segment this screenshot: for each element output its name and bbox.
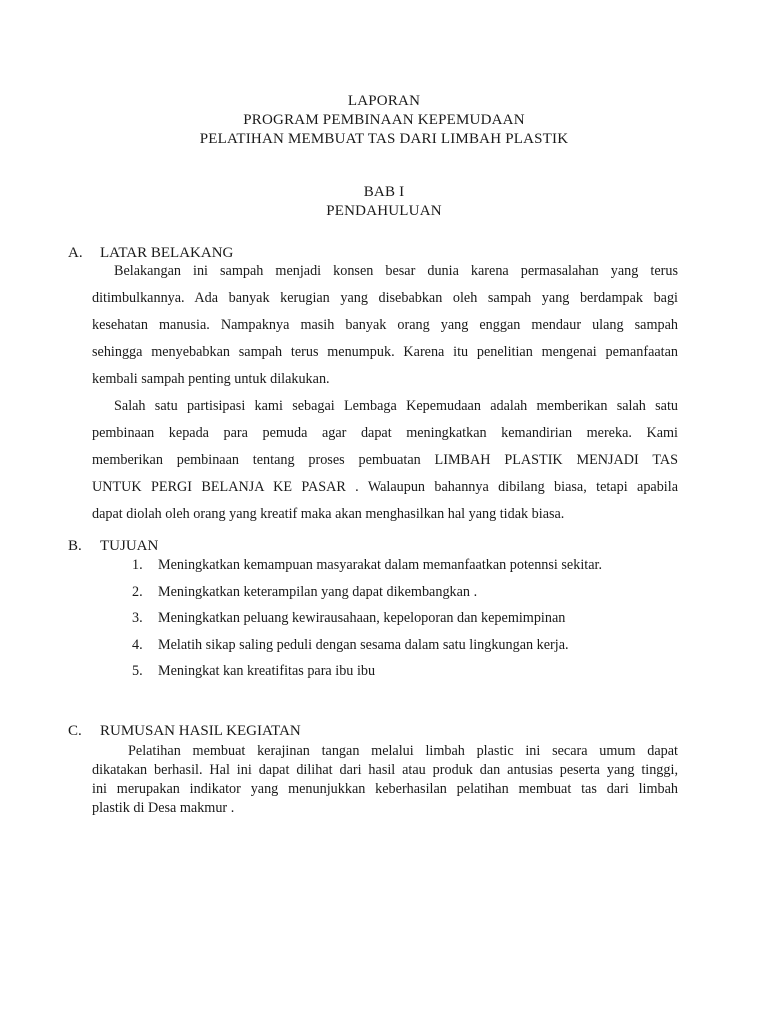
section-c-letter: C. [68, 723, 82, 739]
list-number: 3. [132, 610, 143, 626]
paragraph-line: UNTUK PERGI BELANJA KE PASAR . Walaupun bahannya dibilang biasa, tetapi apabila [92, 479, 678, 495]
paragraph-line: memberikan pembinaan tentang proses pembuatan LIMBAH PLASTIK MENJADI TAS [92, 452, 678, 468]
list-number: 5. [132, 663, 143, 679]
section-c-heading [68, 723, 301, 740]
paragraph-line: kembali sampah penting untuk dilakukan. [92, 371, 330, 387]
list-text: Melatih sikap saling peduli dengan sesama dalam satu lingkungan kerja. [158, 636, 569, 653]
report-label: LAPORAN [347, 93, 421, 109]
program-title: PROGRAM PEMBINAAN KEPEMUDAAN [243, 112, 525, 128]
list-text: Meningkatkan kemampuan masyarakat dalam memanfaatkan potennsi sekitar. [158, 557, 602, 573]
paragraph-line: Salah satu partisipasi kami sebagai Lembaga Kepemudaan adalah memberikan salah satu [114, 398, 678, 414]
objectives-list [132, 555, 602, 688]
list-item [132, 582, 602, 609]
list-item [132, 555, 602, 582]
section-a-letter: A. [68, 245, 83, 261]
list-number: 4. [132, 636, 143, 653]
section-a-heading [68, 245, 233, 262]
paragraph-line: kesehatan manusia. Nampaknya masih banyak orang yang enggan mendaur ulang sampah [92, 317, 678, 333]
list-item [132, 661, 602, 688]
section-c-body [92, 742, 678, 818]
chapter-number: BAB I [363, 184, 405, 200]
paragraph-line: dikatakan berhasil. Hal ini dapat dilihat dari hasil atau produk dan antusias peserta yang tinggi, [92, 762, 678, 778]
paragraph-line: ditimbulkannya. Ada banyak kerugian yang disebabkan oleh sampah yang berdampak bagi [92, 290, 678, 306]
chapter-title: PENDAHULUAN [326, 203, 442, 219]
section-b-letter: B. [68, 538, 82, 554]
paragraph-line: Belakangan ini sampah menjadi konsen besar dunia karena permasalahan yang terus [114, 263, 678, 279]
list-text: Meningkatkan peluang kewirausahaan, kepeloporan dan kepemimpinan [158, 610, 566, 626]
section-b-title: TUJUAN [100, 538, 159, 554]
list-item [132, 608, 602, 635]
paragraph-line: pembinaan kepada para pemuda agar dapat meningkatkan kemandirian mereka. Kami [92, 425, 678, 441]
list-text: Meningkat kan kreatifitas para ibu ibu [158, 663, 376, 679]
list-item [132, 635, 602, 662]
training-title: PELATIHAN MEMBUAT TAS DARI LIMBAH PLASTIK [199, 131, 569, 147]
paragraph-line: Pelatihan membuat kerajinan tangan melalui limbah plastic ini secara umum dapat [128, 743, 678, 759]
section-a-title: LATAR BELAKANG [100, 245, 234, 261]
section-a-body [92, 261, 678, 531]
list-number: 1. [132, 557, 143, 573]
section-c-title: RUMUSAN HASIL KEGIATAN [100, 723, 301, 739]
paragraph-line: ini merupakan indikator yang menunjukkan keberhasilan pelatihan membuat tas dari limbah [92, 781, 678, 797]
list-text: Meningkatkan keterampilan yang dapat dikembangkan . [158, 583, 478, 600]
section-b-heading [68, 538, 158, 555]
paragraph-line: dapat diolah oleh orang yang kreatif maka akan menghasilkan hal yang tidak biasa. [92, 506, 565, 522]
paragraph-line: plastik di Desa makmur . [92, 800, 235, 816]
paragraph-line: sehingga menyebabkan sampah terus menumpuk. Karena itu penelitian mengenai pemanfaatan [92, 344, 678, 360]
list-number: 2. [132, 583, 143, 600]
